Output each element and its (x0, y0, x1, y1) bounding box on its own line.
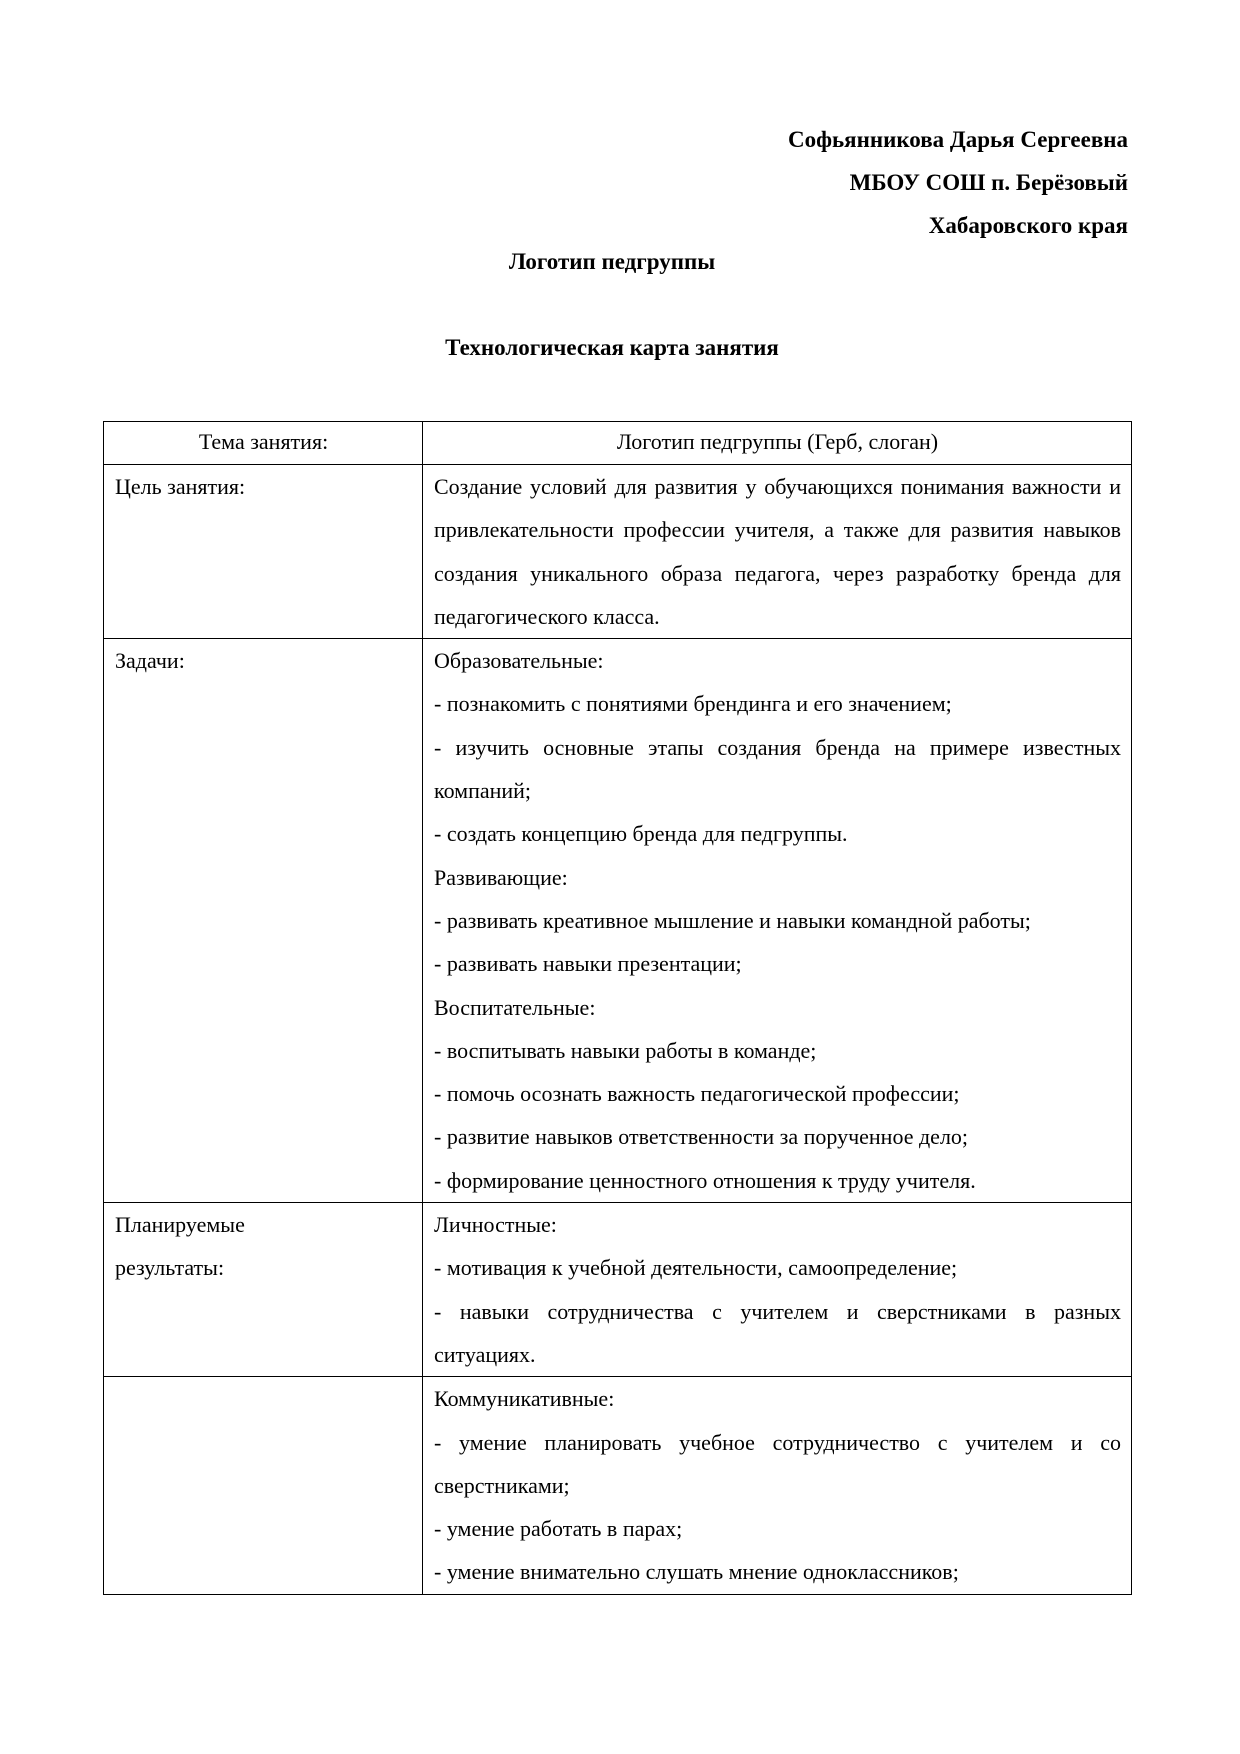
list-item: Воспитательные: (434, 994, 596, 1020)
list-item: - помочь осознать важность педагогической профессии; (434, 1081, 960, 1107)
tasks-cell (423, 639, 1132, 1203)
list-item: - развитие навыков ответственности за порученное дело; (434, 1124, 969, 1150)
table-row-communicative (104, 1377, 1132, 1594)
results-label (104, 1203, 423, 1377)
lesson-card-table (103, 421, 1132, 1595)
table-row-topic (104, 422, 1132, 465)
list-item: Личностные: (434, 1212, 557, 1238)
list-item: - мотивация к учебной деятельности, самоопределение; (434, 1255, 958, 1281)
list-item: Коммуникативные: (434, 1386, 615, 1412)
list-item: - воспитывать навыки работы в команде; (434, 1037, 817, 1063)
author-school: МБОУ СОШ п. Берёзовый (849, 170, 1128, 195)
table-row-tasks (104, 639, 1132, 1203)
communicative-label (104, 1377, 423, 1594)
list-item: - создать концепцию бренда для педгруппы. (434, 821, 848, 847)
author-region: Хабаровского края (928, 213, 1128, 238)
list-item: - навыки сотрудничества с учителем и сверстниками в разных ситуациях. (434, 1298, 1121, 1367)
list-item: - умение работать в парах; (434, 1516, 683, 1542)
goal-text: Создание условий для развития у обучающихся понимания важности и привлекательности профессии учителя, а также для развития навыков создания уникального образа педагога, через разработку бренда для педагогического класса. (423, 465, 1132, 639)
document-subtitle: Технологическая карта занятия (445, 335, 779, 360)
list-item: - изучить основные этапы создания бренда на примере известных компаний; (434, 734, 1121, 804)
list-item: - умение планировать учебное сотрудничество с учителем и со сверстниками; (434, 1429, 1121, 1498)
author-block (788, 118, 1128, 247)
results-label-text: Планируемые результаты: (115, 1212, 245, 1281)
author-name: Софьянникова Дарья Сергеевна (787, 127, 1128, 152)
goal-label: Цель занятия: (104, 465, 423, 639)
document-title: Логотип педгруппы (508, 249, 716, 274)
list-item: - умение внимательно слушать мнение одноклассников; (434, 1559, 959, 1585)
list-item: - развивать навыки презентации; (434, 951, 742, 977)
list-item: Развивающие: (434, 864, 568, 890)
list-item: - формирование ценностного отношения к труду учителя. (434, 1167, 976, 1193)
list-item: - развивать креативное мышление и навыки командной работы; (434, 907, 1031, 933)
list-item: Образовательные: (434, 648, 604, 674)
topic-value: Логотип педгруппы (Герб, слоган) (423, 422, 1132, 465)
results-cell (423, 1203, 1132, 1377)
communicative-cell (423, 1377, 1132, 1594)
table-row-results (104, 1203, 1132, 1377)
tasks-label: Задачи: (104, 639, 423, 1203)
topic-label: Тема занятия: (104, 422, 423, 465)
list-item: - познакомить с понятиями брендинга и его значением; (434, 691, 952, 717)
table-row-goal (104, 465, 1132, 639)
